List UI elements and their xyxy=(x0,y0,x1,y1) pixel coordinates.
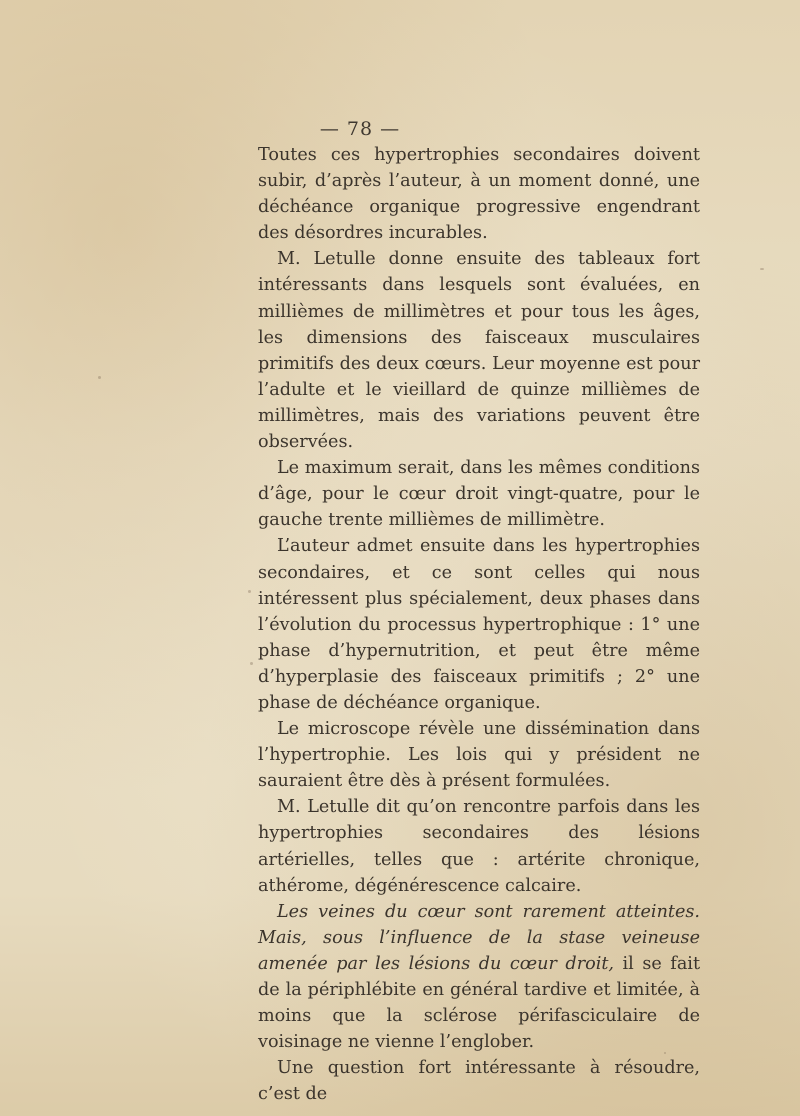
paragraph-4: L’auteur admet ensuite dans les hypertrophies secondaires, et ce sont celles qui nous intéressent plus spécialement, deux phases dans l’évolution du processus hypertrophique : 1° une phase d’hypernutrition, et peut être même d’hyperplasie des faisceaux primitifs ; 2° une phase de déchéance organique. xyxy=(258,536,700,713)
paragraph-1: Toutes ces hypertrophies secondaires doivent subir, d’après l’auteur, à un moment donné, une déchéance organique progressive engendrant des désordres incurables. xyxy=(258,145,700,244)
paragraph-7 xyxy=(258,899,700,1056)
body-text xyxy=(258,142,700,1107)
paragraph-3: Le maximum serait, dans les mêmes conditions d’âge, pour le cœur droit vingt-quatre, pour le gauche trente millièmes de millimètre. xyxy=(258,458,700,531)
paragraph-8: Une question fort intéressante à résoudre, c’est de xyxy=(258,1058,700,1105)
paper-speck xyxy=(760,268,764,270)
paper-speck xyxy=(248,590,251,593)
paper-speck xyxy=(664,1052,666,1054)
page-number: — 78 — xyxy=(319,118,401,140)
paper-speck xyxy=(250,662,253,665)
paragraph-7-roman: il se fait de la périphlébite en général tardive et limitée, à moins que la sclérose périfasciculaire de voisinage ne vienne l’englober. xyxy=(258,953,701,1053)
paragraph-6: M. Letulle dit qu’on rencontre parfois dans les hypertrophies secondaires des lésions artérielles, telles que : artérite chronique, athérome, dégénérescence calcaire. xyxy=(258,797,700,896)
paragraph-2: M. Letulle donne ensuite des tableaux fort intéressants dans lesquels sont évaluées, en millièmes de millimètres et pour tous les âges, les dimensions des faisceaux musculaires primitifs des deux cœurs. Leur moyenne est pour l’adulte et le vieillard de quinze millièmes de millimètres, mais des variations peuvent être observées. xyxy=(258,249,700,453)
paragraph-5: Le microscope révèle une dissémination dans l’hypertrophie. Les lois qui y président ne sauraient être dès à présent formulées. xyxy=(258,719,700,792)
paper-speck xyxy=(98,376,101,379)
paragraph-7-italic: Les veines du cœur sont rarement atteintes. Mais, sous l’influence de la stase veineuse amenée par les lésions du cœur droit, xyxy=(258,901,700,974)
